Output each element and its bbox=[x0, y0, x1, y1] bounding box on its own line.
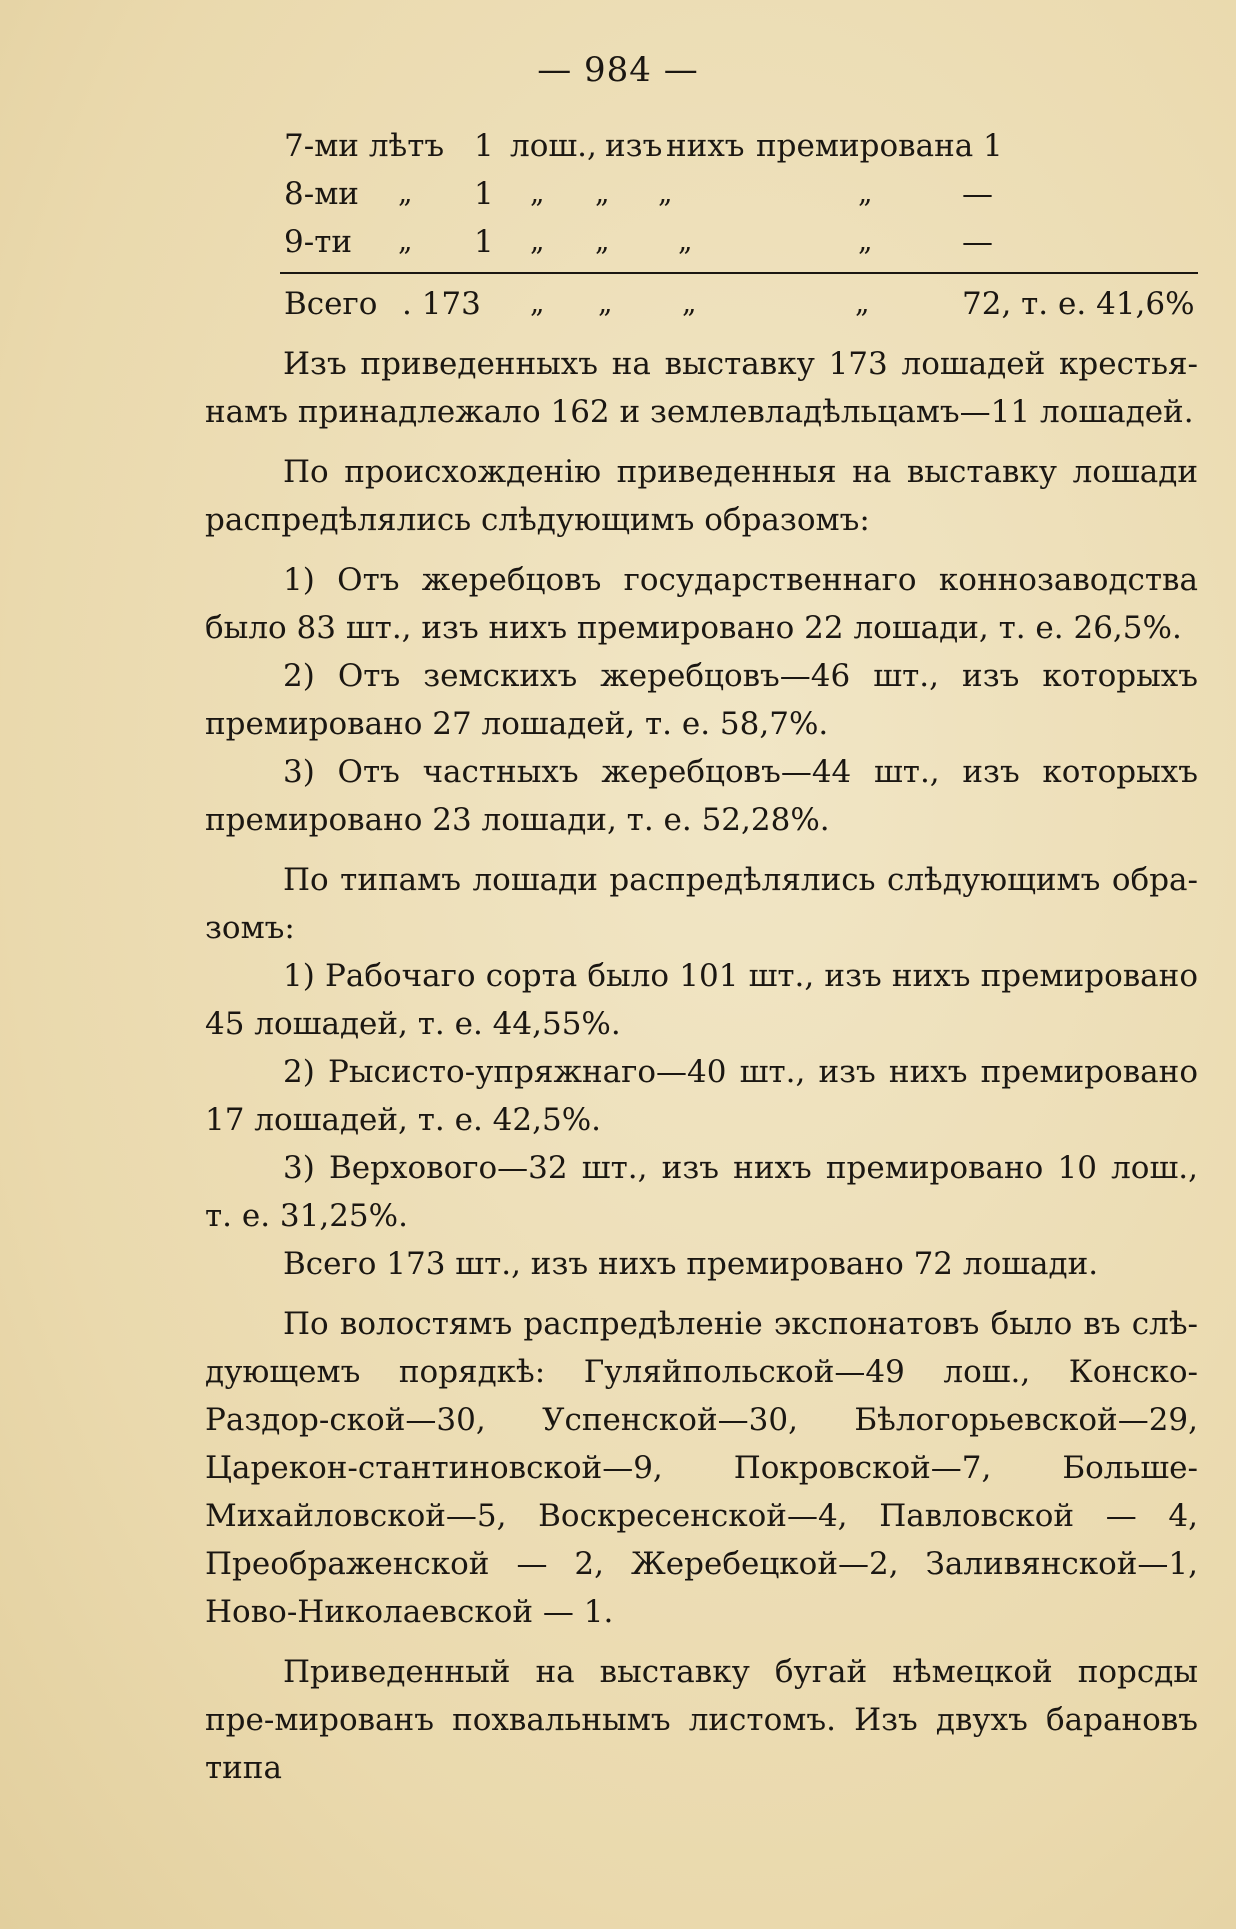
total-value: 72, т. е. 41,6% bbox=[962, 286, 1195, 322]
word-cell: премирована bbox=[756, 128, 974, 164]
total-count: . 173 bbox=[402, 286, 481, 322]
ditto-mark: „ bbox=[858, 224, 873, 257]
value-cell: 1 bbox=[983, 128, 1003, 164]
paragraph: 1) Отъ жеребцовъ государственнаго коннозаводства было 83 шт., изъ нихъ премировано 22 лошади, т. е. 26,5%. bbox=[205, 562, 1198, 646]
ditto-mark: „ bbox=[858, 176, 873, 209]
word-cell: нихъ bbox=[666, 128, 745, 164]
age-cell: 8-ми bbox=[284, 176, 359, 212]
body-text bbox=[205, 340, 1198, 1792]
ditto-mark: „ bbox=[855, 286, 870, 319]
ditto-mark: „ bbox=[595, 176, 610, 209]
paragraph: 1) Рабочаго сорта было 101 шт., изъ нихъ премировано 45 лошадей, т. е. 44,55%. bbox=[205, 958, 1198, 1042]
page-number: — 984 — bbox=[537, 50, 699, 90]
count-cell: 1 bbox=[474, 128, 494, 164]
ditto-mark: „ bbox=[398, 176, 413, 209]
table-row bbox=[0, 128, 1236, 178]
table-total-rule bbox=[280, 272, 1198, 274]
ditto-mark: „ bbox=[682, 286, 697, 319]
ditto-mark: „ bbox=[530, 224, 545, 257]
total-label: Всего bbox=[284, 286, 378, 322]
ditto-mark: „ bbox=[595, 224, 610, 257]
table-row bbox=[0, 176, 1236, 226]
paragraph: По происхожденію приведенныя на выставку лошади распредѣлялись слѣдующимъ образомъ: bbox=[205, 454, 1198, 538]
paragraph: Приведенный на выставку бугай нѣмецкой порсды пре-мированъ похвальнымъ листомъ. Изъ двухъ барановъ типа bbox=[205, 1654, 1198, 1786]
unit-cell: лош., bbox=[510, 128, 597, 164]
paragraph: 2) Отъ земскихъ жеребцовъ—46 шт., изъ которыхъ премировано 27 лошадей, т. е. 58,7%. bbox=[205, 658, 1198, 742]
paragraph: 3) Верхового—32 шт., изъ нихъ премировано 10 лош., т. е. 31,25%. bbox=[205, 1150, 1198, 1234]
value-cell: — bbox=[962, 224, 993, 260]
age-cell: 7-ми лѣтъ bbox=[284, 128, 445, 164]
count-cell: 1 bbox=[474, 176, 494, 212]
ditto-mark: „ bbox=[598, 286, 613, 319]
ditto-mark: „ bbox=[658, 176, 673, 209]
paragraph: 2) Рысисто-упряжнаго—40 шт., изъ нихъ премировано 17 лошадей, т. е. 42,5%. bbox=[205, 1054, 1198, 1138]
ditto-mark: „ bbox=[530, 176, 545, 209]
table-total-row bbox=[0, 286, 1236, 336]
paragraph: 3) Отъ частныхъ жеребцовъ—44 шт., изъ которыхъ премировано 23 лошади, т. е. 52,28%. bbox=[205, 754, 1198, 838]
value-cell: — bbox=[962, 176, 993, 212]
word-cell: изъ bbox=[605, 128, 663, 164]
paragraph: Изъ приведенныхъ на выставку 173 лошадей крестья-намъ принадлежало 162 и землевладѣльцамъ—11 лошадей. bbox=[205, 346, 1198, 430]
ditto-mark: „ bbox=[530, 286, 545, 319]
paragraph: По типамъ лошади распредѣлялись слѣдующимъ обра-зомъ: bbox=[205, 862, 1198, 946]
ditto-mark: „ bbox=[678, 224, 693, 257]
paragraph: Всего 173 шт., изъ нихъ премировано 72 лошади. bbox=[283, 1246, 1099, 1282]
count-cell: 1 bbox=[474, 224, 494, 260]
table-row bbox=[0, 224, 1236, 274]
ditto-mark: „ bbox=[398, 224, 413, 257]
paragraph: По волостямъ распредѣленіе экспонатовъ было въ слѣ-дующемъ порядкѣ: Гуляйпольской—49 лош., Конско-Раздор-ской—30, Успенской—30, Бѣлогорьевской—29, Царекон-стантиновской—9, Покровской—7, Больше-Михайловской—5, Воскресенской—4, Павловской — 4, Преображенской — 2, Жеребецкой—2, Заливянской—1, Ново-Николаевской — 1. bbox=[205, 1306, 1198, 1630]
age-cell: 9-ти bbox=[284, 224, 353, 260]
